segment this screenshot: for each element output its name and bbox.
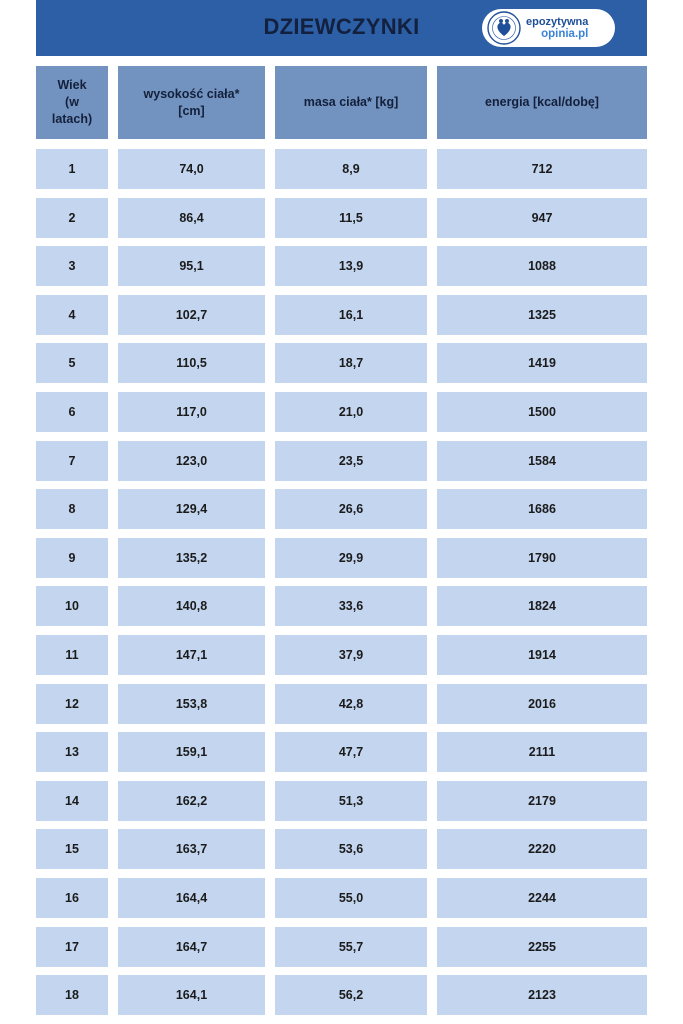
- cell-energy: 1686: [437, 489, 647, 529]
- cell-age: 2: [36, 198, 108, 238]
- table-row: [36, 684, 647, 724]
- cell-mass: 55,7: [275, 927, 427, 967]
- cell-mass: 47,7: [275, 732, 427, 772]
- cell-height: 159,1: [118, 732, 265, 772]
- cell-energy: 947: [437, 198, 647, 238]
- cell-height: 102,7: [118, 295, 265, 335]
- page-header: [36, 0, 647, 56]
- cell-mass: 26,6: [275, 489, 427, 529]
- table-row: [36, 781, 647, 821]
- cell-mass: 13,9: [275, 246, 427, 286]
- cell-height: 74,0: [118, 149, 265, 189]
- cell-age: 10: [36, 586, 108, 626]
- cell-energy: 2255: [437, 927, 647, 967]
- table-row: [36, 489, 647, 529]
- cell-mass: 33,6: [275, 586, 427, 626]
- growth-table: [36, 66, 647, 1015]
- cell-age: 4: [36, 295, 108, 335]
- cell-height: 140,8: [118, 586, 265, 626]
- table-row: [36, 149, 647, 189]
- cell-energy: 2220: [437, 829, 647, 869]
- table-row: [36, 878, 647, 918]
- column-header-mass: masa ciała* [kg]: [275, 66, 427, 139]
- table-row: [36, 732, 647, 772]
- cell-mass: 21,0: [275, 392, 427, 432]
- table-row: [36, 441, 647, 481]
- page-title: DZIEWCZYNKI: [263, 14, 420, 39]
- cell-age: 3: [36, 246, 108, 286]
- cell-mass: 11,5: [275, 198, 427, 238]
- cell-age: 12: [36, 684, 108, 724]
- cell-age: 18: [36, 975, 108, 1015]
- cell-energy: 1584: [437, 441, 647, 481]
- column-header-height: wysokość ciała* [cm]: [118, 66, 265, 139]
- cell-mass: 53,6: [275, 829, 427, 869]
- cell-height: 86,4: [118, 198, 265, 238]
- table-row: [36, 829, 647, 869]
- cell-mass: 8,9: [275, 149, 427, 189]
- cell-energy: 1419: [437, 343, 647, 383]
- cell-age: 1: [36, 149, 108, 189]
- cell-height: 162,2: [118, 781, 265, 821]
- cell-age: 13: [36, 732, 108, 772]
- cell-age: 15: [36, 829, 108, 869]
- table-row: [36, 343, 647, 383]
- cell-height: 153,8: [118, 684, 265, 724]
- cell-age: 8: [36, 489, 108, 529]
- cell-height: 123,0: [118, 441, 265, 481]
- cell-height: 164,7: [118, 927, 265, 967]
- table-row: [36, 635, 647, 675]
- cell-height: 129,4: [118, 489, 265, 529]
- cell-height: 117,0: [118, 392, 265, 432]
- cell-age: 17: [36, 927, 108, 967]
- column-header-energy: energia [kcal/dobę]: [437, 66, 647, 139]
- cell-energy: 1824: [437, 586, 647, 626]
- cell-energy: 2179: [437, 781, 647, 821]
- cell-age: 7: [36, 441, 108, 481]
- cell-height: 164,4: [118, 878, 265, 918]
- cell-age: 9: [36, 538, 108, 578]
- cell-height: 164,1: [118, 975, 265, 1015]
- logo-line-1: epozytywna: [526, 16, 589, 28]
- cell-height: 110,5: [118, 343, 265, 383]
- table-row: [36, 295, 647, 335]
- cell-height: 163,7: [118, 829, 265, 869]
- table-header-row: [36, 66, 647, 139]
- cell-mass: 37,9: [275, 635, 427, 675]
- cell-mass: 23,5: [275, 441, 427, 481]
- logo-wordmark: [526, 16, 588, 40]
- cell-age: 14: [36, 781, 108, 821]
- column-header-age: Wiek (w latach): [36, 66, 108, 139]
- table-row: [36, 538, 647, 578]
- cell-height: 95,1: [118, 246, 265, 286]
- cell-mass: 42,8: [275, 684, 427, 724]
- cell-age: 11: [36, 635, 108, 675]
- cell-age: 6: [36, 392, 108, 432]
- cell-age: 16: [36, 878, 108, 918]
- cell-age: 5: [36, 343, 108, 383]
- cell-height: 135,2: [118, 538, 265, 578]
- cell-energy: 2111: [437, 732, 647, 772]
- cell-mass: 18,7: [275, 343, 427, 383]
- table-row: [36, 392, 647, 432]
- cell-energy: 2016: [437, 684, 647, 724]
- cell-energy: 1088: [437, 246, 647, 286]
- cell-energy: 1500: [437, 392, 647, 432]
- cell-mass: 29,9: [275, 538, 427, 578]
- cell-energy: 1325: [437, 295, 647, 335]
- cell-energy: 1790: [437, 538, 647, 578]
- seal-logo-icon: [485, 9, 523, 47]
- cell-mass: 55,0: [275, 878, 427, 918]
- cell-energy: 712: [437, 149, 647, 189]
- cell-mass: 56,2: [275, 975, 427, 1015]
- table-row: [36, 586, 647, 626]
- cell-mass: 16,1: [275, 295, 427, 335]
- cell-mass: 51,3: [275, 781, 427, 821]
- table-row: [36, 927, 647, 967]
- cell-energy: 2244: [437, 878, 647, 918]
- cell-energy: 2123: [437, 975, 647, 1015]
- cell-height: 147,1: [118, 635, 265, 675]
- table-row: [36, 198, 647, 238]
- cell-energy: 1914: [437, 635, 647, 675]
- logo-line-2: opinia.pl: [541, 28, 589, 40]
- table-row: [36, 246, 647, 286]
- table-row: [36, 975, 647, 1015]
- logo: [482, 9, 615, 47]
